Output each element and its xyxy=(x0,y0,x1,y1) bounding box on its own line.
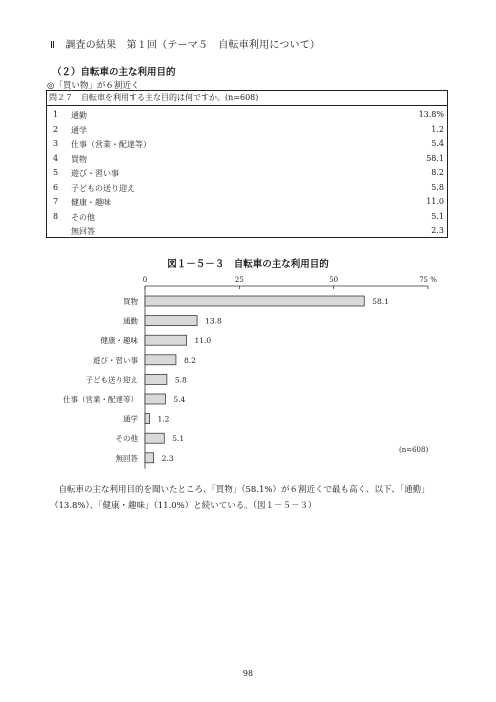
x-tick-label: 75 % xyxy=(419,276,437,284)
question-text: 問２７ 自転車を利用する主な目的は何ですか。(n=608) xyxy=(49,93,259,102)
row-number: 1 xyxy=(53,110,59,119)
summary-subtitle: ◎「買い物」が６割近く xyxy=(47,81,140,91)
sample-size-note: (n=608) xyxy=(399,446,429,454)
row-label: 遊び・習い事 xyxy=(71,169,119,178)
row-label: 仕事（営業・配達等） xyxy=(71,140,151,149)
category-label: 仕事（営業・配達等） xyxy=(63,395,138,404)
category-label: その他 xyxy=(115,434,138,444)
bar-value-label: 58.1 xyxy=(372,297,389,306)
row-label: 健康・趣味 xyxy=(71,198,111,207)
row-number: 8 xyxy=(53,211,59,221)
bar-value-label: 8.2 xyxy=(183,355,196,365)
row-number: 2 xyxy=(53,124,59,134)
row-value: 2.3 xyxy=(431,226,444,235)
bar xyxy=(145,414,150,424)
row-value: 11.0 xyxy=(426,197,444,206)
bar-value-label: 1.2 xyxy=(157,414,170,424)
figure-title: 図１－５－３ 自転車の主な利用目的 xyxy=(167,259,329,270)
bar-value-label: 13.8 xyxy=(205,316,222,326)
row-value: 8.2 xyxy=(431,168,444,177)
category-label: 遊び・習い事 xyxy=(93,355,138,365)
x-tick-label: 25 xyxy=(234,276,244,284)
table-row xyxy=(47,223,447,240)
bar xyxy=(145,335,187,345)
row-number: 5 xyxy=(53,168,59,177)
bar-value-label: 5.8 xyxy=(174,375,187,385)
bar xyxy=(145,355,176,365)
bar-value-label: 5.1 xyxy=(172,434,185,444)
category-label: 買物 xyxy=(123,297,138,306)
row-value: 13.8% xyxy=(418,110,444,119)
category-label: 子ども送り迎え xyxy=(85,375,138,385)
row-value: 5.4 xyxy=(431,139,444,148)
row-label: 通勤 xyxy=(71,111,87,120)
summary-paragraph: 自転車の主な利用目的を聞いたところ、「買物」（58.1%）が６割近くで最も高く、以下、「通勤」（13.8%）、「健康・趣味」（11.0%）と続いている。（図１－５－３） xyxy=(50,485,430,511)
row-value: 5.8 xyxy=(431,182,444,192)
row-number: 6 xyxy=(53,182,59,192)
bar xyxy=(145,374,167,384)
row-value: 5.1 xyxy=(431,211,444,221)
row-label: その他 xyxy=(71,212,95,222)
bar-chart xyxy=(0,270,496,470)
category-label: 無回答 xyxy=(115,453,138,463)
bar-value-label: 11.0 xyxy=(194,336,212,346)
x-tick-label: 50 xyxy=(329,276,339,284)
bar-value-label: 2.3 xyxy=(161,453,174,463)
category-label: 通学 xyxy=(123,414,138,424)
row-number: 3 xyxy=(53,139,59,148)
row-value: 58.1 xyxy=(426,153,444,163)
row-label: 無回答 xyxy=(71,227,95,236)
table-divider xyxy=(47,105,447,106)
row-label: 通学 xyxy=(71,125,87,135)
x-tick-label: 0 xyxy=(142,276,148,284)
row-value: 1.2 xyxy=(431,124,444,134)
row-number: 4 xyxy=(53,153,59,163)
category-label: 健康・趣味 xyxy=(100,336,138,346)
row-label: 子どもの送り迎え xyxy=(71,183,135,193)
category-label: 通勤 xyxy=(123,316,138,326)
bar xyxy=(145,296,364,306)
bar xyxy=(145,433,164,443)
bar xyxy=(145,453,154,463)
question-table xyxy=(46,90,448,238)
chapter-header: Ⅱ 調査の結果 第１回（テーマ５ 自転車利用について） xyxy=(50,40,321,51)
bar xyxy=(145,316,197,326)
bar-value-label: 5.4 xyxy=(173,395,186,404)
row-label: 買物 xyxy=(71,154,87,164)
section-heading: （２）自転車の主な利用目的 xyxy=(52,67,176,78)
row-number: 7 xyxy=(53,197,59,206)
page-number: 98 xyxy=(242,669,254,678)
bar xyxy=(145,394,165,404)
